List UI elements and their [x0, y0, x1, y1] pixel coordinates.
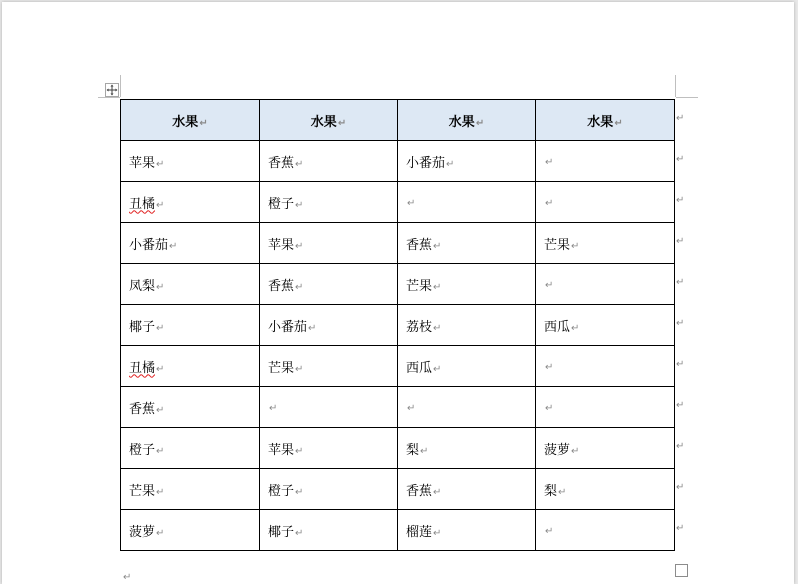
cell-text: 菠萝 [544, 442, 571, 458]
paragraph-mark: ↵ [420, 445, 429, 457]
cell-text-spellcheck-flagged: 丑橘 [129, 196, 156, 212]
paragraph-mark: ↵ [199, 117, 208, 129]
table-cell[interactable] [536, 428, 675, 469]
paragraph-mark: ↵ [545, 156, 554, 168]
table-cell[interactable] [536, 387, 675, 428]
paragraph-mark: ↵ [571, 240, 580, 252]
table-cell[interactable] [260, 346, 398, 387]
table-cell[interactable] [536, 469, 675, 510]
paragraph-mark: ↵ [475, 117, 485, 129]
table-row [121, 346, 675, 387]
paragraph-mark: ↵ [433, 527, 442, 539]
cell-text: 水果 [448, 114, 475, 130]
cell-text: 香蕉 [129, 401, 156, 417]
paragraph-mark: ↵ [545, 279, 554, 291]
table-cell[interactable] [398, 346, 536, 387]
table-cell[interactable] [260, 428, 398, 469]
cell-text: 香蕉 [406, 237, 433, 253]
crop-mark-top-right-horizontal [676, 97, 698, 98]
end-of-row-mark: ↵ [676, 481, 685, 493]
table-resize-handle[interactable] [675, 564, 688, 577]
cell-text: 橙子 [268, 483, 295, 499]
table-row [121, 428, 675, 469]
paragraph-mark: ↵ [571, 322, 580, 334]
fruit-table[interactable] [120, 99, 675, 551]
paragraph-mark-after-table: ↵ [123, 572, 132, 583]
paragraph-mark: ↵ [295, 527, 304, 539]
cell-text: 芒果 [268, 360, 295, 376]
crop-mark-top-right-vertical [675, 75, 676, 97]
paragraph-mark: ↵ [433, 486, 442, 498]
cell-text: 小番茄 [129, 237, 169, 253]
paragraph-mark: ↵ [295, 199, 304, 211]
table-cell[interactable] [260, 141, 398, 182]
table-body [121, 141, 675, 551]
paragraph-mark: ↵ [295, 158, 304, 170]
cell-text: 芒果 [406, 278, 433, 294]
table-cell[interactable] [121, 182, 260, 223]
paragraph-mark: ↵ [295, 445, 304, 457]
table-cell[interactable] [536, 305, 675, 346]
table-cell[interactable] [121, 428, 260, 469]
paragraph-mark: ↵ [156, 281, 165, 293]
table-move-handle-icon[interactable] [105, 83, 119, 97]
table-row [121, 182, 675, 223]
table-cell[interactable] [260, 264, 398, 305]
cell-text: 芒果 [129, 483, 156, 499]
paragraph-mark: ↵ [545, 361, 554, 373]
paragraph-mark: ↵ [433, 281, 442, 293]
table-header-cell[interactable] [536, 100, 675, 141]
table-header-cell[interactable] [260, 100, 398, 141]
table-cell[interactable] [260, 182, 398, 223]
paragraph-mark: ↵ [545, 402, 554, 414]
end-of-row-mark: ↵ [676, 276, 685, 288]
paragraph-mark: ↵ [571, 445, 580, 457]
table-cell[interactable] [536, 346, 675, 387]
cell-text: 椰子 [129, 319, 156, 335]
paragraph-mark: ↵ [169, 240, 178, 252]
table-cell[interactable] [260, 223, 398, 264]
cell-text: 小番茄 [268, 319, 308, 335]
cell-text: 水果 [172, 114, 199, 130]
table-cell[interactable] [398, 223, 536, 264]
paragraph-mark: ↵ [407, 402, 416, 414]
paragraph-mark: ↵ [433, 363, 442, 375]
table-row [121, 510, 675, 551]
paragraph-mark: ↵ [295, 486, 304, 498]
cell-text-spellcheck-flagged: 丑橘 [129, 360, 156, 376]
paragraph-mark: ↵ [337, 117, 347, 129]
cell-text: 水果 [310, 114, 337, 130]
paragraph-mark: ↵ [156, 322, 165, 334]
table-cell[interactable] [121, 510, 260, 551]
table-cell[interactable] [121, 223, 260, 264]
table-cell[interactable] [536, 223, 675, 264]
table-cell[interactable] [536, 182, 675, 223]
table-cell[interactable] [398, 387, 536, 428]
paragraph-mark: ↵ [156, 527, 165, 539]
crop-mark-top-left-horizontal [98, 97, 120, 98]
table-cell[interactable] [260, 469, 398, 510]
table-cell[interactable] [121, 346, 260, 387]
cell-text: 苹果 [268, 237, 295, 253]
paragraph-mark: ↵ [545, 525, 554, 537]
table-cell[interactable] [398, 469, 536, 510]
cell-text: 苹果 [268, 442, 295, 458]
paragraph-mark: ↵ [295, 240, 304, 252]
crop-mark-top-left-vertical [120, 75, 121, 97]
cell-text: 梨 [544, 483, 558, 499]
paragraph-mark: ↵ [156, 486, 165, 498]
table-header-cell[interactable] [121, 100, 260, 141]
table-header-row [121, 100, 675, 141]
cell-text: 橙子 [129, 442, 156, 458]
paragraph-mark: ↵ [558, 486, 567, 498]
paragraph-mark: ↵ [614, 117, 623, 129]
table-cell[interactable] [260, 305, 398, 346]
table-cell[interactable] [398, 305, 536, 346]
cell-text: 西瓜 [406, 360, 433, 376]
paragraph-mark: ↵ [295, 281, 304, 293]
paragraph-mark: ↵ [446, 158, 455, 170]
cell-text: 香蕉 [406, 483, 433, 499]
paragraph-mark: ↵ [269, 402, 278, 414]
cell-text: 苹果 [129, 155, 156, 171]
cell-text: 榴莲 [406, 524, 433, 540]
cell-text: 小番茄 [406, 155, 446, 171]
table-row [121, 141, 675, 182]
cell-text: 凤梨 [129, 278, 156, 294]
table-cell[interactable] [121, 141, 260, 182]
table-cell[interactable] [398, 141, 536, 182]
table-header-cell[interactable] [398, 100, 536, 141]
cell-text: 菠萝 [129, 524, 156, 540]
end-of-row-mark: ↵ [676, 112, 685, 124]
table-row [121, 469, 675, 510]
table-cell[interactable] [398, 264, 536, 305]
table-cell[interactable] [536, 264, 675, 305]
end-of-row-mark: ↵ [676, 235, 685, 247]
cell-text: 橙子 [268, 196, 295, 212]
cell-text: 香蕉 [268, 278, 295, 294]
paragraph-mark: ↵ [156, 445, 165, 457]
cell-text: 香蕉 [268, 155, 295, 171]
paragraph-mark: ↵ [156, 363, 165, 375]
cell-text: 芒果 [544, 237, 571, 253]
end-of-row-mark: ↵ [676, 522, 685, 534]
end-of-row-mark: ↵ [676, 153, 685, 165]
cell-text: 荔枝 [406, 319, 433, 335]
paragraph-mark: ↵ [156, 158, 165, 170]
paragraph-mark: ↵ [295, 363, 304, 375]
table-cell[interactable] [260, 387, 398, 428]
table-row [121, 223, 675, 264]
end-of-row-mark: ↵ [676, 440, 685, 452]
table-row [121, 305, 675, 346]
table-cell[interactable] [260, 510, 398, 551]
paragraph-mark: ↵ [545, 197, 554, 209]
paragraph-mark: ↵ [308, 322, 317, 334]
table-cell[interactable] [398, 428, 536, 469]
table-cell[interactable] [121, 469, 260, 510]
table-cell[interactable] [398, 182, 536, 223]
end-of-row-mark: ↵ [676, 358, 685, 370]
table-cell[interactable] [121, 264, 260, 305]
cell-text: 西瓜 [544, 319, 571, 335]
paragraph-mark: ↵ [407, 197, 416, 209]
cell-text: 梨 [406, 442, 420, 458]
paragraph-mark: ↵ [433, 240, 442, 252]
table-cell[interactable] [121, 387, 260, 428]
paragraph-mark: ↵ [156, 199, 165, 211]
table-cell[interactable] [536, 510, 675, 551]
table-cell[interactable] [121, 305, 260, 346]
end-of-row-mark: ↵ [676, 194, 685, 206]
table-row [121, 387, 675, 428]
paragraph-mark: ↵ [433, 322, 442, 334]
cell-text: 椰子 [268, 524, 295, 540]
end-of-row-mark: ↵ [676, 317, 685, 329]
table-cell[interactable] [536, 141, 675, 182]
table-cell[interactable] [398, 510, 536, 551]
end-of-row-mark: ↵ [676, 399, 685, 411]
cell-text: 水果 [587, 114, 614, 130]
paragraph-mark: ↵ [156, 404, 165, 416]
table-row [121, 264, 675, 305]
